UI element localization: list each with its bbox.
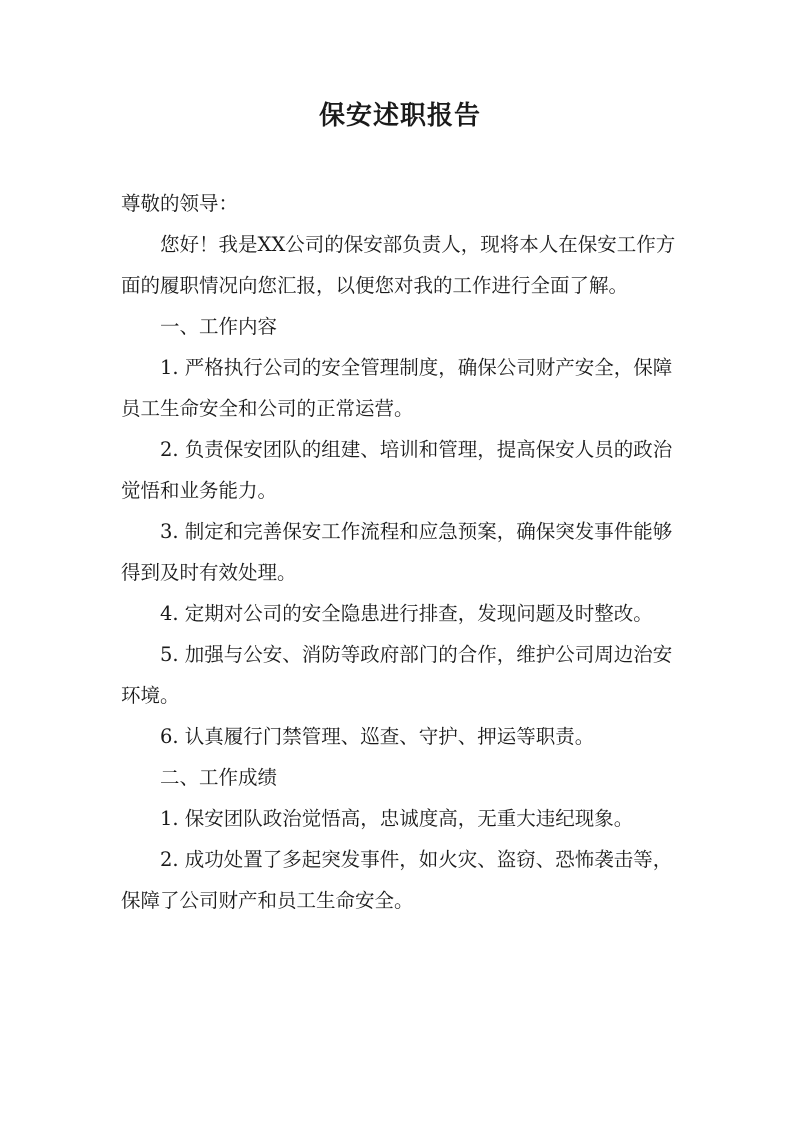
salutation: 尊敬的领导： — [121, 192, 239, 215]
work-result-item: 1. 保安团队政治觉悟高，忠诚度高，无重大违纪现象。 — [160, 807, 634, 830]
work-content-item: 3. 制定和完善保安工作流程和应急预案，确保突发事件能够得到及时有效处理。 — [121, 520, 673, 584]
work-result-item: 2. 成功处置了多起突发事件，如火灾、盗窃、恐怖袭击等，保障了公司财产和员工生命安全。 — [121, 848, 673, 912]
section-heading-work-content: 一、工作内容 — [160, 315, 278, 338]
section-heading-work-results: 二、工作成绩 — [160, 766, 278, 789]
work-content-item: 4. 定期对公司的安全隐患进行排查，发现问题及时整改。 — [160, 602, 653, 625]
work-content-item: 2. 负责保安团队的组建、培训和管理，提高保安人员的政治觉悟和业务能力。 — [121, 438, 673, 502]
intro-paragraph: 您好！我是XX公司的保安部负责人，现将本人在保安工作方面的履职情况向您汇报，以便您对我的工作进行全面了解。 — [121, 233, 676, 297]
document-title: 保安述职报告 — [318, 101, 481, 131]
work-content-item: 1. 严格执行公司的安全管理制度，确保公司财产安全，保障员工生命安全和公司的正常运营。 — [121, 356, 673, 420]
work-content-item: 6. 认真履行门禁管理、巡查、守护、押运等职责。 — [160, 725, 595, 748]
document-body — [121, 183, 691, 921]
work-content-item: 5. 加强与公安、消防等政府部门的合作，维护公司周边治安环境。 — [121, 643, 673, 707]
